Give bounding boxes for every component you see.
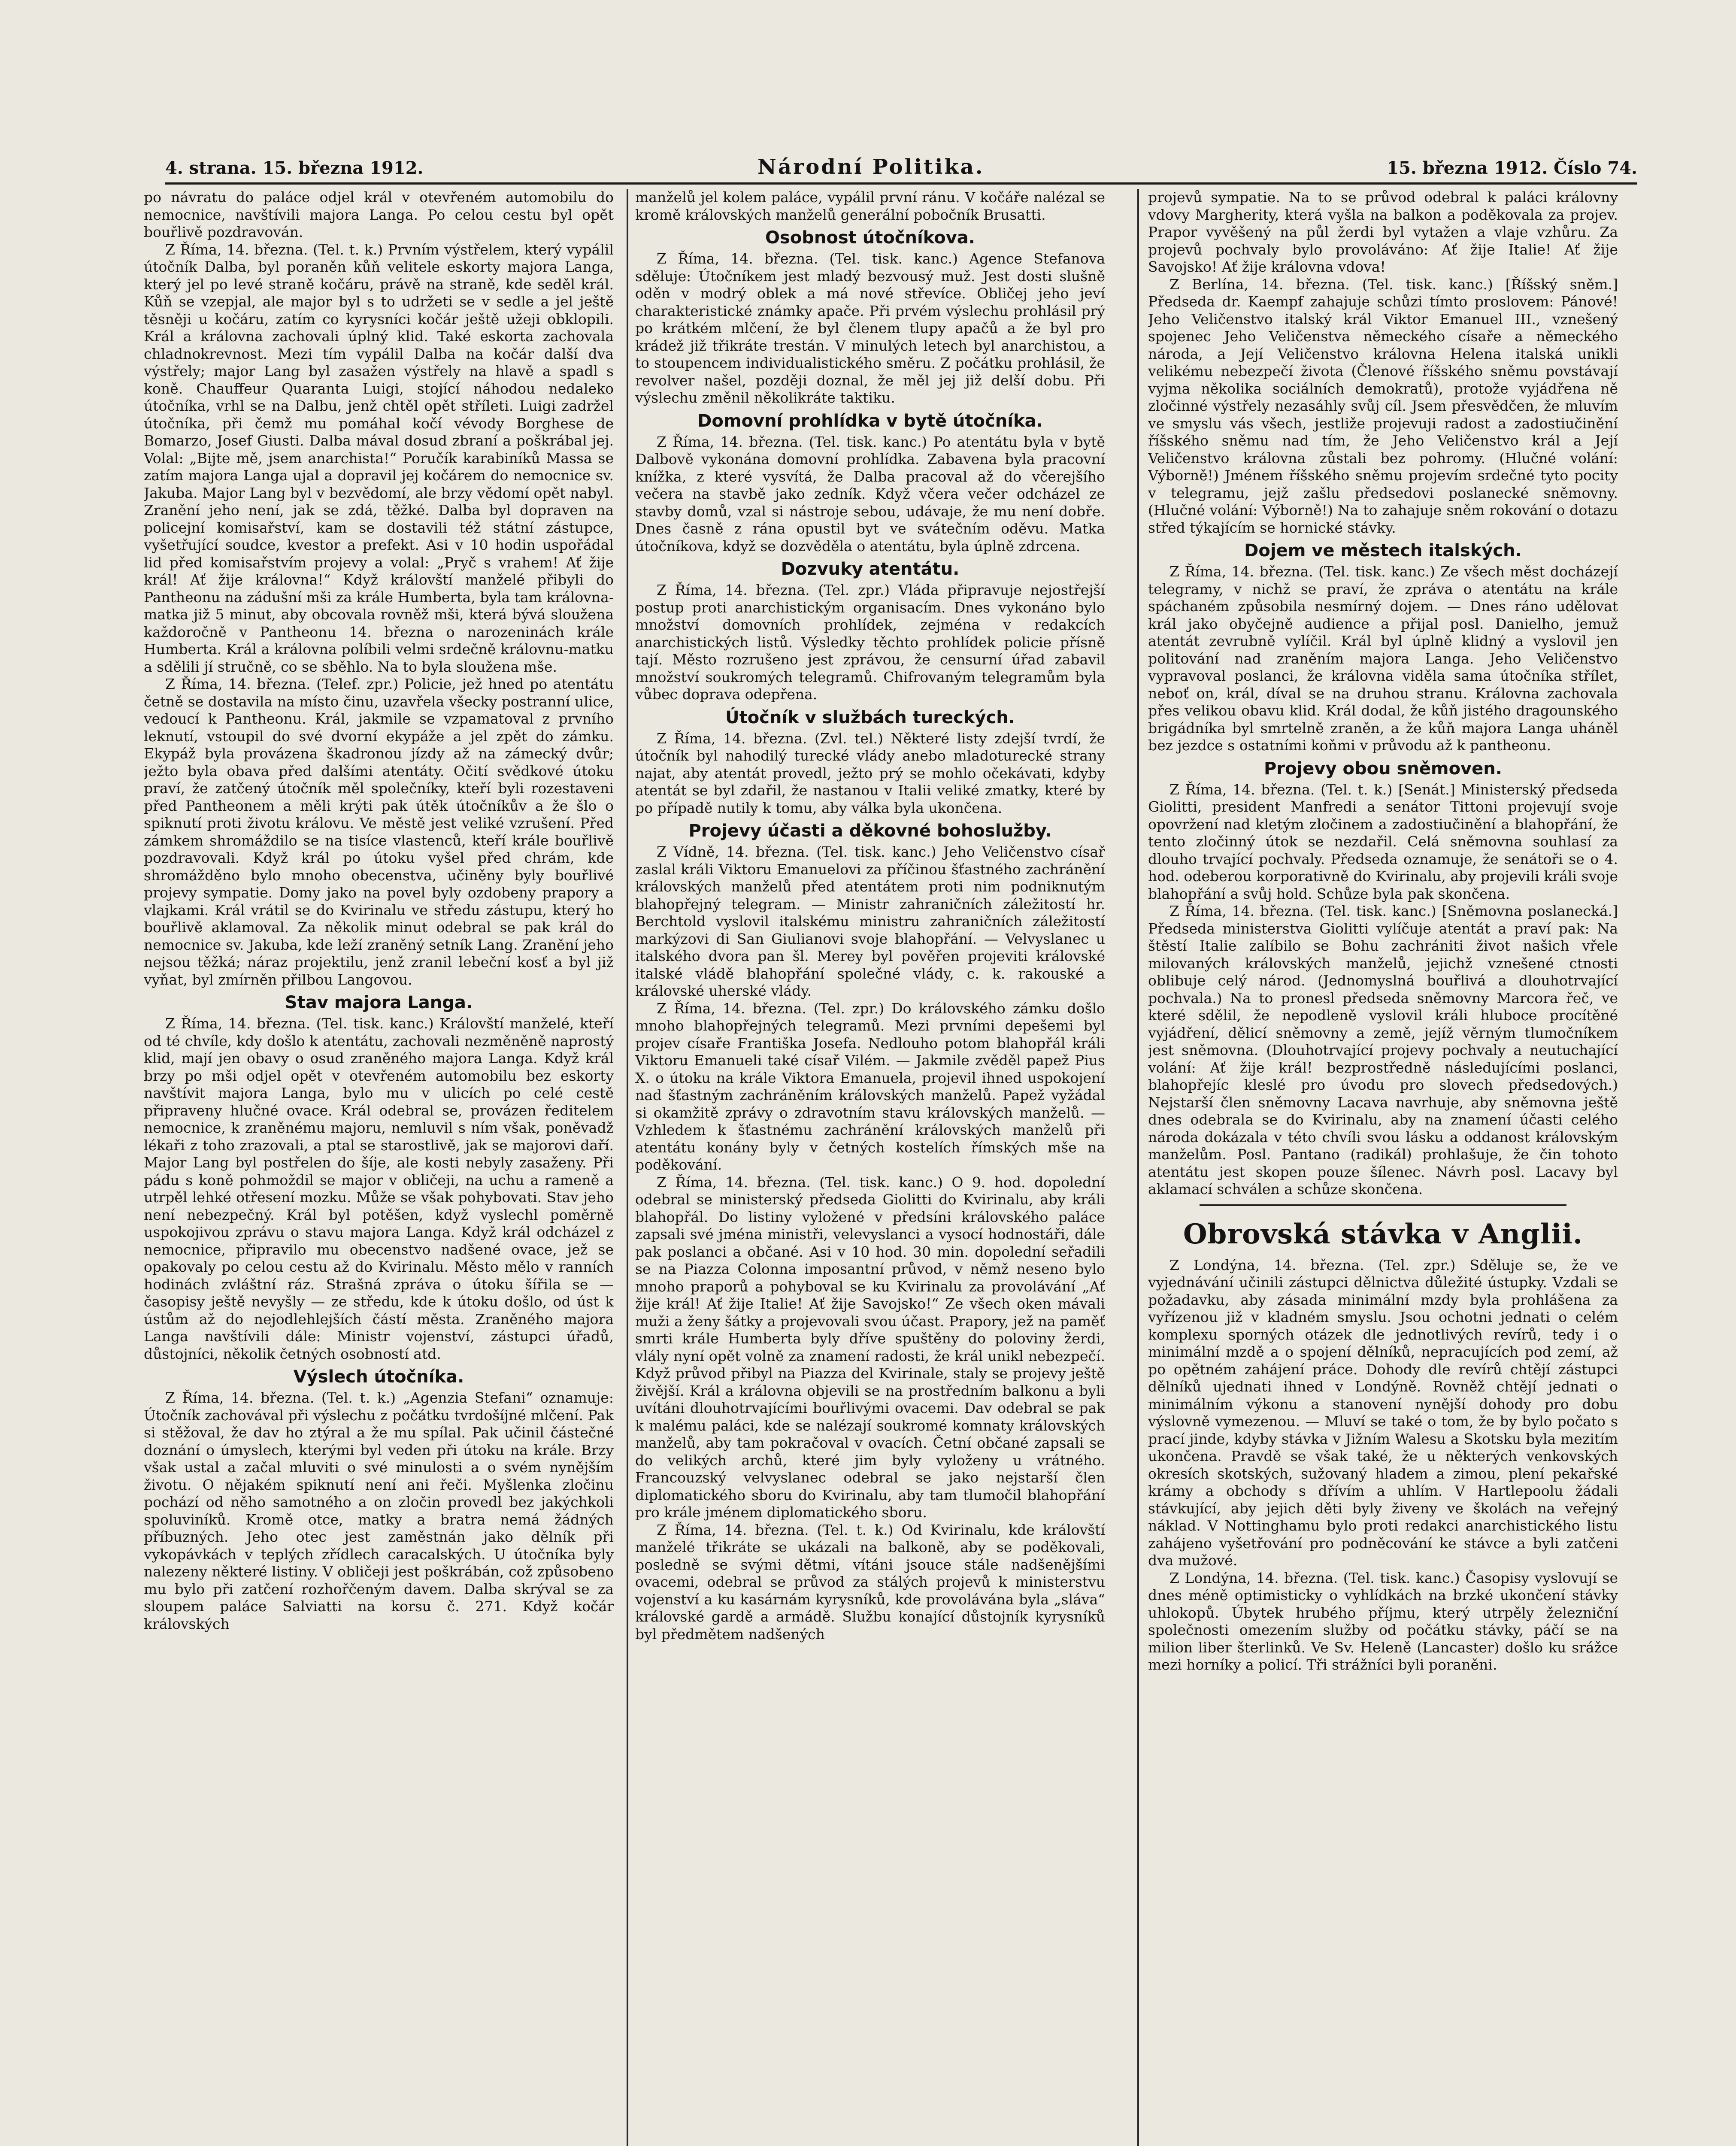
article-paragraph: Z Berlína, 14. března. (Tel. tisk. kanc.) [Říšský sněm.] Předseda dr. Kaempf zahajuje schůzi tímto proslovem: Pánové! Jeho Veličenstvo italský král Viktor Emanuel III., vznešený spojenec Jeho Veličenstva německého císaře a německého národa, a Její Veličenstvo královna Helena italská unikli velikému nebezpečí života (Členové říšského sněmu povstávají vyjma několika sociálních demokratů), protože vyjádřena ně zločinné výstřely nezasáhly svůj cíl. Jsem přesvědčen, že mluvím ve smyslu vás všech, jestliže projevuji radost a zadostiučinění říšského sněmu nad tím, že Jeho Veličenstvo král a Její Veličenstvo královna zůstali bez pohromy. (Hlučné volání: Výborně!) Jménem říšského sněmu projevím srdečné tyto pocity v telegramu, jejž zašlu předsedovi poslanecké sněmovny. (Hlučné volání: Výborně!) Na to zahajuje sněm rokování o dotazu střed týkajícím se hornické stávky. (1148, 276, 1618, 536)
section-heading: Výslech útočníka. (293, 1367, 464, 1387)
article-paragraph: Z Říma, 14. března. (Tel. t. k.) [Senát.] Ministerský předseda Giolitti, president Manfredi a senátor Tittoni projevují svoje opovržení nad kletým zločinem a zadostiučinění a blahopřání, že tento zločinný útok se nezdařil. Celá sněmovna souhlasí za dlouho trvající pochvaly. Předseda oznamuje, že senátoři se o 4. hod. odeberou korporativně do Kvirinalu, aby projevili králi svoje blahopřání a svůj hold. Schůze byla pak skončena. (1148, 781, 1618, 902)
section-heading: Projevy účasti a děkovné bohoslužby. (688, 821, 1052, 841)
masthead-title: Národní Politika. (757, 155, 985, 179)
article-paragraph: Z Vídně, 14. března. (Tel. tisk. kanc.) Jeho Veličenstvo císař zaslal králi Viktoru Emanuelovi za příčinou šťastného zachránění královských manželů před atentátem proti nim podniknutým blahopřejný telegram. — Ministr zahraničních záležitostí hr. Berchtold vyslovil italskému ministru zahraničních záležitostí markýzovi di San Giulianovi svoje blahopřání. — Velvyslanec u italského dvora pan šl. Merey byl pověřen projeviti královské italské vládě blahopřání společné vlády, c. k. rakouské a královské uherské vlády. (635, 843, 1105, 999)
article-paragraph: Z Říma, 14. března. (Telef. zpr.) Policie, jež hned po atentátu četně se dostavila na místo činu, uzavřela všecky postranní ulice, vedoucí k Pantheonu. Král, jakmile se vzpamatoval z prvního leknutí, vstoupil do své dvorní ekypáže a jel zpět do zámku. Ekypáž byla provázena škadronou jízdy až na zámecký dvůr; ježto byla obava před dalšími atentáty. Očití svědkové útoku praví, že zatčený útočník měl společníky, kteří byli rozestaveni před Pantheonem a měli krýti pak útěk útočníkův a že šlo o spiknutí proti životu královu. Ve městě jest veliké vzrušení. Před zámkem shromáždilo se na tisíce vlastenců, kteří krále bouřlivě pozdravovali. Když král po útoku vyšel před chrám, kde shromážděno bylo mnoho obecenstva, učiněny byly bouřlivé projevy sympatie. Domy jako na povel byly ozdobeny prapory a vlajkami. Král vrátil se do Kvirinalu ve středu zástupu, který ho bouřlivě aklamoval. Za několik minut odebral se pak král do nemocnice sv. Jakuba, kde leží zraněný setník Lang. Zranění jeho nejsou těžká; náraz projektilu, jenž zranil lebeční kosť a byl již vyňat, byl zmírněn přilbou Langovou. (144, 676, 614, 988)
section-heading: Dozvuky atentátu. (781, 559, 960, 579)
section-heading: Stav majora Langa. (285, 993, 473, 1012)
column-2 (635, 189, 1105, 2146)
article-paragraph: projevů sympatie. Na to se průvod odebral k paláci královny vdovy Margherity, která vyšla na balkon a poděkovala za projev. Prapor vyvěšený na půl žerdi byl vytažen a vlaje vzhůru. Za projevů pochvaly bylo provoláváno: Ať žije Italie! Ať žije Savojsko! Ať žije královna vdova! (1148, 189, 1618, 275)
article-paragraph: Z Říma, 14. března. (Tel. tisk. kanc.) Ze všech měst docházejí telegramy, v nichž se praví, že zpráva o atentátu na krále spáchaném způsobila nesmírný dojem. — Dnes ráno udělovat král jako obyčejně audience a přijal posl. Danielho, jemuž atentát zevrubně vylíčil. Král byl úplně klidný a vyslovil jen politování nad zraněním majora Langa. Jeho Veličenstvo vypravoval poslanci, že královna viděla sama útočníka střílet, neboť on, král, díval se na druhou stranu. Královna zachovala přes velikou obavu klid. Král dodal, že kůň jistého dragounského brigádníka byl smrtelně zraněn, a že kůň majora Langa uháněl bez jezdce s ostatními koňmi v průvodu až k pantheonu. (1148, 563, 1618, 754)
header-page-date: 4. strana. 15. března 1912. (165, 158, 424, 178)
article-paragraph: Z Říma, 14. března. (Tel. t. k.) „Agenzia Stefani“ oznamuje: Útočník zachovával při výslechu z počátku tvrdošíjné mlčení. Pak si stěžoval, že dav ho ztýral a že mu spílal. Pak učinil částečné doznání o úmyslech, kterými byl veden při útoku na krále. Brzy však ustal a začal mluviti o své minulosti a o svém nynějším životu. O nějakém spiknutí není ani řeči. Myšlenka zločinu pochází od něho samotného a on zločin provedl bez jakýchkoli spoluviníků. Kromě otce, matky a bratra nemá žádných příbuzných. Jeho otec jest zaměstnán jako dělník při vykopávkách v teplých zřídlech caracalských. U útočníka byly nalezeny některé listiny. V obličeji jest poškrábán, což způsobeno mu bylo při zatčení rozhořčeným davem. Dalba skrýval se za sloupem paláce Salviatti na korsu č. 271. Když kočár královských (144, 1389, 614, 1632)
section-heading: Dojem ve městech italských. (1244, 541, 1522, 561)
article-paragraph: Z Říma, 14. března. (Tel. zpr.) Do královského zámku došlo mnoho blahopřejných telegramů. Mezi prvními depešemi byl projev císaře Františka Josefa. Nedlouho potom blahopřál králi Viktoru Emanueli také císař Vilém. — Jakmile zvěděl papež Pius X. o útoku na krále Viktora Emanuela, projevil ihned uspokojení nad šťastným zachráněním královských manželů. Papež vyžádal si okamžitě zprávy o zdravotním stavu královských manželů. — Vzhledem k šťastnému zachránění královských manželů při atentátu konány byly v četných kostelích římských mše na poděkování. (635, 1000, 1105, 1173)
column-1 (144, 189, 614, 2146)
article-paragraph: Z Říma, 14. března. (Tel. tisk. kanc.) [Sněmovna poslanecká.] Předseda ministerstva Giolitti vylíčuje atentát a praví pak: Na štěstí Italie zalíbilo se Bohu zachrániti život našich vřele milovaných královských manželů, jejichž vznešené ctnosti oblibuje celý národ. (Jednomyslná bouřlivá a dlouhotrvající pochvala.) Na to pronesl předseda sněmovny Marcora řeč, ve které sdělil, že nepodleně vyslovil králi hluboce procítěné vyjádření, dělicí sněmovny a země, jejíž věrným tlumočníkem jest sněmovna. (Dlouhotrvající projevy pochvaly a neutuchající volání: Ať žije král! bezprostředně následujícími poslanci, blahopřejíc kleslé pro úvodu pro slovech předsedových.) Nejstarší člen sněmovny Lacava navrhuje, aby sněmovna ještě dnes odebrala se do Kvirinalu, aby na znamení účasti celého národa dokázala v této chvíli svou lásku a oddanost královským manželům. Posl. Pantano (radikál) prohlašuje, že čin tohoto atentátu jest skopen pouze šílenec. Návrh posl. Lacavy byl aklamací schválen a schůze skončena. (1148, 903, 1618, 1197)
section-heading: Projevy obou sněmoven. (1264, 758, 1502, 779)
page-header (165, 152, 1637, 185)
article-paragraph: Z Říma, 14. března. (Tel. tisk. kanc.) O 9. hod. dopolední odebral se ministerský předseda Giolitti do Kvirinalu, aby králi blahopřál. Do listiny vyložené v předsíni královského paláce zapsali své jména ministři, velevyslanci a vysocí hodnostáři, dále pak poslanci a občané. Asi v 10 hod. 30 min. dopolední seřadili se na Piazza Colonna imposantní průvod, v němž neseno bylo mnoho praporů a pohyboval se ku Kvirinalu za provolávání „Ať žije král! Ať žije Italie! Ať žije Savojsko!“ Ze všech oken mávali muži a ženy šátky a projevovali svou účast. Prapory, jež na paměť smrti krále Humberta byly dříve spuštěny do poloviny žerdi, vlály nyní opět volně za znamení radosti, že král unikl nebezpečí. Když průvod přibyl na Piazza del Kvirinale, staly se projevy ještě živější. Král a královna objevili se na prostředním balkonu a byli uvítáni dlouhotrvajícími bouřlivými ovacemi. Dav odebral se pak k malému paláci, kde se nalézají soukromé komnaty královských manželů, aby tam pokračoval v ovacích. Četní občané zapsali se do velikých archů, které jim byly vyloženy u vrátného. Francouzský velvyslanec odebral se jako nejstarší člen diplomatického sboru do Kvirinalu, aby tam tlumočil blahopřání pro krále jménem diplomatického sboru. (635, 1173, 1105, 1521)
article-paragraph: Z Londýna, 14. března. (Tel. tisk. kanc.) Časopisy vyslovují se dnes méně optimisticky o vyhlídkách na brzké ukončení stávky uhlokopů. Úbytek hrubého příjmu, který utrpěly železniční společnosti omezením služby od počátku stávky, páčí se na milion liber šterlinků. Ve Sv. Heleně (Lancaster) došlo ku srážce mezi horníky a policí. Tři strážníci byli poraněni. (1148, 1569, 1618, 1673)
major-headline: Obrovská stávka v Anglii. (1183, 1218, 1583, 1250)
article-paragraph: Z Říma, 14. března. (Tel. t. k.) Prvním výstřelem, který vypálil útočník Dalba, byl poraněn kůň velitele eskorty majora Langa, který jel po levé straně kočáru, právě na straně, kde seděl král. Kůň se vzepjal, ale major byl s to udržeti se v sedle a jel ještě těsněji u kočáru, zatím co kyrysníci kočár ještě užeji obklopili. Král a královna zachovali úplný klid. Také eskorta zachovala chladnokrevnost. Mezi tím vypálil Dalba na kočár další dva výstřely; major Lang byl zasažen výstřely na hlavě a spadl s koně. Chauffeur Quaranta Luigi, stojící náhodou nedaleko útočníka, vrhl se na Dalbu, jenž chtěl opět stříleti. Luigi zadržel útočníka, při čemž mu pomáhal kočí vévody Borghese de Bomarzo, Josef Giusti. Dalba mával dosud zbraní a poškrábal jej. Volal: „Bijte mě, jsem anarchista!“ Poručík karabiníků Massa se zatím majora Langa ujal a dopravil jej kočárem do nemocnice sv. Jakuba. Major Lang byl v bezvědomí, ale brzy vědomí opět nabyl. Zranění jeho není, jak se zdá, těžké. Dalba byl dopraven na policejní komisařství, kam se dostavili též státní zástupce, vyšetřující soudce, kvestor a prefekt. Asi v 10 hodin uspořádal lid před komisařstvím projevy a volal: „Pryč s vrahem! Ať žije král! Ať žije královna!“ Když královští manželé přibyli do Pantheonu na zádušní mši za krále Humberta, byla tam královna-matka již 5 minut, aby obcovala rovněž mši, která bývá sloužena každoročně v Pantheonu 14. března o narozeninách krále Humberta. Král a královna políbili velmi srdečně královnu-matku a sdělili jí stručně, co se sběhlo. Na to byla sloužena mše. (144, 241, 614, 675)
header-issue-number: 15. března 1912. Číslo 74. (1387, 158, 1637, 178)
section-heading: Útočník v službách tureckých. (725, 707, 1015, 727)
section-divider (1200, 1204, 1566, 1206)
article-paragraph: Z Londýna, 14. března. (Tel. zpr.) Sděluje se, že ve vyjednávání učinili zástupci dělnictva důležité ústupky. Vzdali se požadavku, aby zásada minimální mzdy byla prohlášena za vyřízenou již v kladném smyslu. Jsou ochotni jednati o celém komplexu sporných otázek dle jednotlivých revírů, tedy i o minimální mzdě a o spojení dělníků, nepracujících pod zemí, až po opětném zahájení práce. Dohody dle revírů chtějí zástupci dělníků ujednati ihned v Londýně. Rovněž chtějí jednati o minimálním výkonu a stanovení nynější dohody pro dobu výslovně vymezenou. — Mluví se také o tom, že by bylo počato s prací jinde, kdyby stávka v Jižním Walesu a Skotsku byla mezitím ukončena. Pravdě se však také, že u některých venkovských okresích skotských, sužovaný hladem a zimou, plení pekařské krámy a obchody s dřívím a uhlím. V Hartlepoolu žádali stávkující, aby jejich děti byly živeny ve školách na veřejný náklad. V Nottinghamu bylo proti redakci anarchistického listu zahájeno vyšetřování pro podněcování ke stávce a byli zatčeni dva mužové. (1148, 1256, 1618, 1569)
column-divider (627, 189, 628, 2146)
article-paragraph: Z Říma, 14. března. (Tel. tisk. kanc.) Agence Stefanova sděluje: Útočníkem jest mladý bezvousý muž. Jest dosti slušně oděn v modrý oblek a má nové střevíce. Obličej jeho jeví charakteristické známky apače. Při prvém výslechu prohlásil prý po krátkém mlčení, že byl členem tlupy apačů a že byl pro krádež již třikráte trestán. V minulých letech byl anarchistou, a to stoupencem individualistického směru. Z počátku prohlásil, že revolver našel, později doznal, že měl jej již delší dobu. Při výslechu změnil několikráte taktiku. (635, 250, 1105, 406)
section-heading: Osobnost útočníkova. (765, 228, 975, 248)
column-3 (1148, 189, 1618, 2146)
article-paragraph: Z Říma, 14. března. (Tel. t. k.) Od Kvirinalu, kde královští manželé třikráte se ukázali na balkoně, aby se poděkovali, posledně se svými dětmi, vítáni jsouce stále nadšenějšími ovacemi, odebral se průvod za stálých projevů k ministerstvu vojenství a ku kasárnám kyrysníků, kde provolávána byla „sláva“ královské gardě a armádě. Službu konající důstojník kyrysníků byl předmětem nadšených (635, 1521, 1105, 1643)
column-divider (1137, 189, 1139, 2146)
article-paragraph: Z Říma, 14. března. (Tel. tisk. kanc.) Královští manželé, kteří od té chvíle, kdy došlo k atentátu, zachovali nezměněně naprostý klid, mají jen obavy o osud zraněného majora Langa. Když král brzy po mši odjel opět v otevřeném automobilu bez eskorty navštívit majora Langa, bylo mu v ulicích po celé cestě připraveny hlučné ovace. Král odebral se, provázen ředitelem nemocnice, k zraněnému majoru, nemluvil s ním však, poněvadž lékaři z toho zrazovali, a ptal se starostlivě, jak se majorovi daří. Major Lang byl postřelen do šíje, ale kosti nebyly zasaženy. Při pádu s koně pohmoždil se major v obličeji, na uchu a rameně a utrpěl lehké otřesení mozku. Může se však pohybovati. Stav jeho není nebezpečný. Král byl potěšen, když vyslechl poměrně uspokojivou zprávu o stavu majora Langa. Když král odcházel z nemocnice, připravilo mu obecenstvo nadšené ovace, jež se opakovaly po celou cestu až do Kvirinalu. Město mělo v ranních hodinách zvláštní ráz. Strašná zpráva o útoku šířila se — časopisy ještě nevyšly — ze středu, kde k útoku došlo, od úst k ústům až do nejodlehlejších částí města. Zraněného majora Langa navštívili dále: Ministr vojenství, zástupci úřadů, důstojníci, několik četných osobností atd. (144, 1015, 614, 1362)
article-paragraph: Z Říma, 14. března. (Zvl. tel.) Některé listy zdejší tvrdí, že útočník byl nahodilý turecké vlády anebo mladoturecké strany najat, aby atentát provedl, ježto prý se mohlo očekávati, kdyby atentát se byl zdařil, že nastanou v Italii veliké zmatky, které by po případě nutily k tomu, aby válka byla ukončena. (635, 730, 1105, 816)
section-heading: Domovní prohlídka v bytě útočníka. (697, 411, 1043, 431)
article-paragraph: po návratu do paláce odjel král v otevřeném automobilu do nemocnice, navštívili majora Langa. Po celou cestu byl opět bouřlivě pozdravován. (144, 189, 614, 240)
article-paragraph: Z Říma, 14. března. (Tel. zpr.) Vláda připravuje nejostřejší postup proti anarchistickým organisacím. Dnes vykonáno bylo množství domovních prohlídek, zejména v redakcích anarchistických listů. Výsledky těchto prohlídek policie přísně tají. Město rozrušeno jest zprávou, že censurní úřad zabavil množství soukromých telegramů. Chifrovaným telegramům byla vůbec doprava odepřena. (635, 582, 1105, 703)
article-paragraph: Z Říma, 14. března. (Tel. tisk. kanc.) Po atentátu byla v bytě Dalbově vykonána domovní prohlídka. Zabavena byla pracovní knížka, z které vysvítá, že Dalba pracoval až do včerejšího večera na stavbě jako zedník. Když včera večer odcházel ze stavby domů, vzal si nástroje sebou, udávaje, že mu není dobře. Dnes časně z rána opustil byt ve svátečním oděvu. Matka útočníkova, když se dozvěděla o atentátu, byla úplně zdrcena. (635, 433, 1105, 555)
article-paragraph: manželů jel kolem paláce, vypálil první ránu. V kočáře nalézal se kromě královských manželů generální pobočník Brusatti. (635, 189, 1105, 223)
